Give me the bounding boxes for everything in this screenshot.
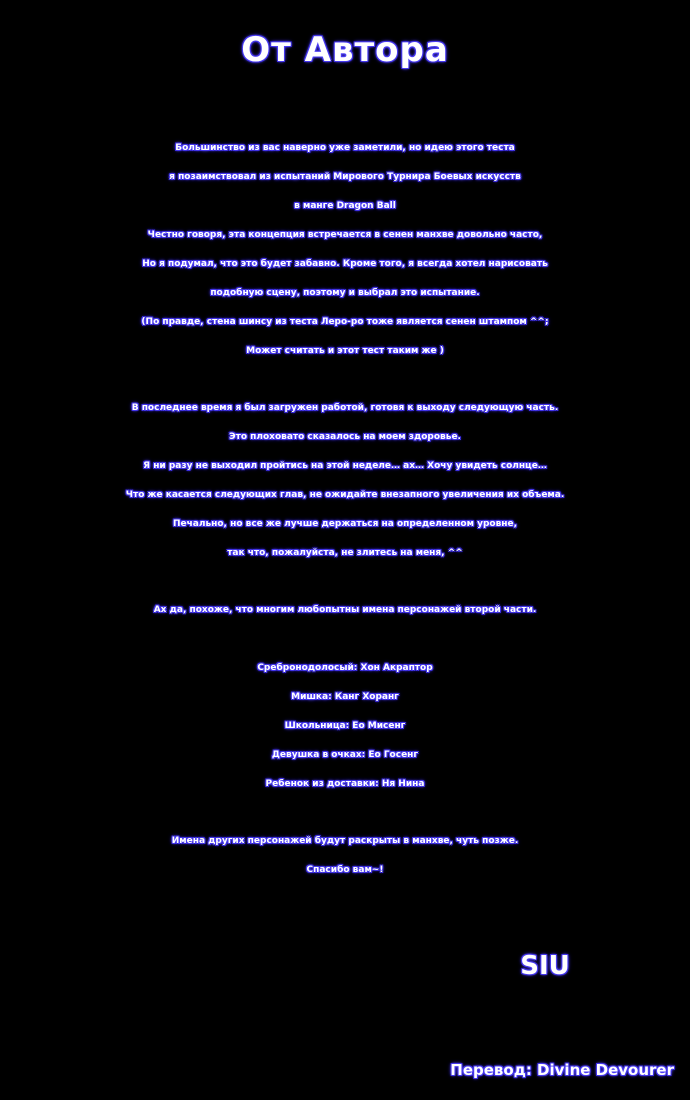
text-line: Честно говоря, эта концепция встречается в сенен манхве довольно часто, [147,230,543,240]
text-line: Но я подумал, что это будет забавно. Кроме того, я всегда хотел нарисовать [142,259,548,269]
list-item: Школьница: Ео Мисенг [284,721,406,731]
text-line: в манге Dragon Ball [294,201,396,211]
text-line: так что, пожалуйста, не злитесь на меня, ^^ [227,548,463,558]
list-item: Ребенок из доставки: Ня Нина [265,779,425,789]
text-line: подобную сцену, поэтому и выбрал это испытание. [210,288,480,298]
text-line: Большинство из вас наверно уже заметили, но идею этого теста [175,143,515,153]
text-line: Имена других персонажей будут раскрыты в манхве, чуть позже. [171,836,519,846]
character-list [0,654,690,799]
text-line: Может считать и этот тест таким же ) [246,346,444,356]
author-signature: SIU [520,951,570,981]
paragraph-names-intro [0,596,690,625]
text-line: Спасибо вам~! [306,865,384,875]
text-line: (По правде, стена шинсу из теста Леро-ро тоже является сенен штампом ^^; [141,317,549,327]
text-line: я позаимствовал из испытаний Мирового Турнира Боевых искусств [169,172,521,182]
text-line: Я ни разу не выходил пройтись на этой неделе… ах… Хочу увидеть солнце… [143,461,547,471]
page-title: От Автора [241,30,449,70]
list-item: Мишка: Канг Хоранг [291,692,399,702]
text-line: Печально, но все же лучше держаться на определенном уровне, [172,519,518,529]
text-line: Что же касается следующих глав, не ожидайте внезапного увеличения их объема. [125,490,565,500]
translation-credit: Перевод: Divine Devourer [450,1061,674,1079]
paragraph-closing [0,827,690,885]
text-line: В последнее время я был загружен работой, готовя к выходу следующую часть. [131,403,559,413]
paragraph-inspiration [0,134,690,366]
text-line: Это плоховато сказалось на моем здоровье. [229,432,461,442]
list-item: Девушка в очках: Ео Госенг [271,750,419,760]
list-item: Сребронодолосый: Хон Акраптор [257,663,433,673]
paragraph-workload [0,394,690,568]
text-line: Ах да, похоже, что многим любопытны имена персонажей второй части. [153,605,537,615]
